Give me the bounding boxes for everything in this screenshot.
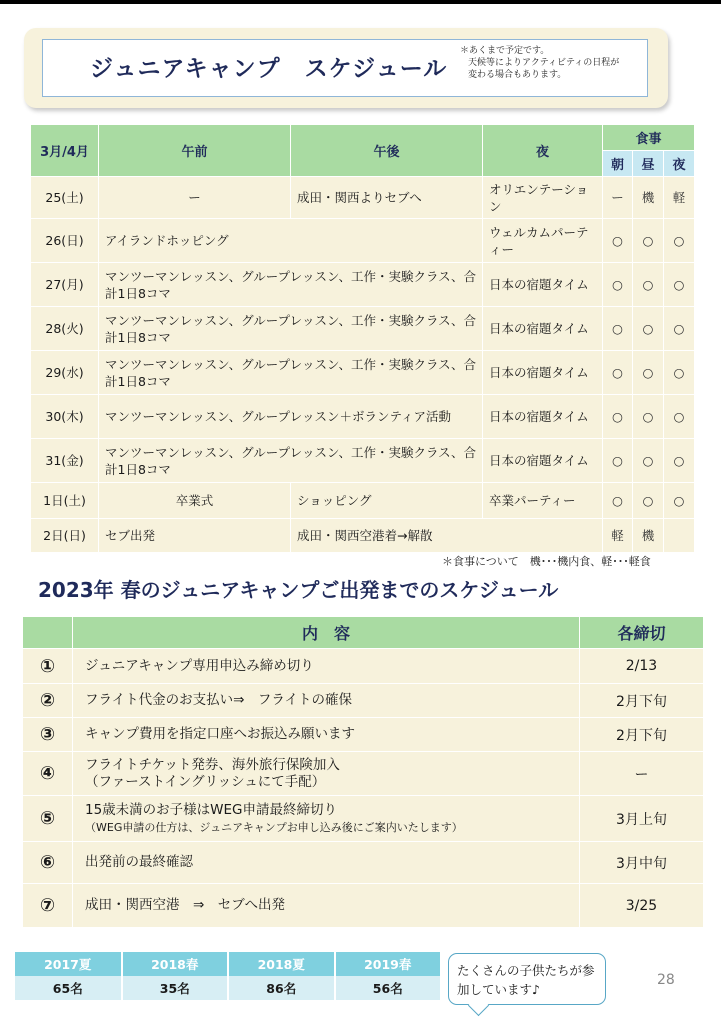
- table-row: ③ キャンプ費用を指定口座へお振込み願います 2月下旬: [23, 718, 704, 752]
- header-night: 夜: [483, 125, 603, 177]
- header-breakfast: 朝: [603, 151, 633, 177]
- stat-count: 35名: [122, 976, 229, 1000]
- pre-departure-table: [22, 616, 704, 928]
- header-meals: 食事: [603, 125, 695, 151]
- stat-count: 86名: [228, 976, 335, 1000]
- stat-count: 65名: [15, 976, 122, 1000]
- page-title: ジュニアキャンプ スケジュール: [90, 56, 448, 82]
- table-row: ⑥ 出発前の最終確認 3月中旬: [23, 842, 704, 884]
- table-row: 28(火) マンツーマンレッスン、グループレッスン、工作・実験クラス、合計1日8コマ 日本の宿題タイム ○ ○ ○: [31, 307, 695, 351]
- stat-year: 2019春: [335, 952, 442, 976]
- meal-legend-note: ＊食事について 機･･･機内食、軽･･･軽食: [442, 555, 651, 568]
- stat-year: 2018春: [122, 952, 229, 976]
- header-pm: 午後: [291, 125, 483, 177]
- header-number: [23, 617, 73, 649]
- participation-stats: [15, 952, 442, 1000]
- table-row: 29(水) マンツーマンレッスン、グループレッスン、工作・実験クラス、合計1日8コマ 日本の宿題タイム ○ ○ ○: [31, 351, 695, 395]
- table-row: 27(月) マンツーマンレッスン、グループレッスン、工作・実験クラス、合計1日8コマ 日本の宿題タイム ○ ○ ○: [31, 263, 695, 307]
- table-row: ⑦ 成田・関西空港 ⇒ セブへ出発 3/25: [23, 884, 704, 928]
- table-row: ⑤ 15歳未満のお子様はWEG申請最終締切り （WEG申請の仕方は、ジュニアキャンプお申し込み後にご案内いたします） 3月上旬: [23, 796, 704, 842]
- table-row: 25(土) ー 成田・関西よりセブへ オリエンテーション ー 機 軽: [31, 177, 695, 219]
- table-row: 31(金) マンツーマンレッスン、グループレッスン、工作・実験クラス、合計1日8コマ 日本の宿題タイム ○ ○ ○: [31, 439, 695, 483]
- page-number: 28: [657, 972, 675, 988]
- speech-bubble: たくさんの子供たちが参 加しています♪: [448, 953, 606, 1005]
- header-lunch: 昼: [633, 151, 664, 177]
- stat-year: 2017夏: [15, 952, 122, 976]
- top-border: [0, 0, 721, 4]
- header-date: 3月/4月: [31, 125, 99, 177]
- stat-year: 2018夏: [228, 952, 335, 976]
- table-row: 26(日) アイランドホッピング ウェルカムパーティー ○ ○ ○: [31, 219, 695, 263]
- table-row: 2日(日) セブ出発 成田・関西空港着→解散 軽 機: [31, 519, 695, 553]
- camp-schedule-table: [30, 124, 695, 553]
- table-row: 1日(土) 卒業式 ショッピング 卒業パーティー ○ ○ ○: [31, 483, 695, 519]
- stat-count: 56名: [335, 976, 442, 1000]
- section-heading: 2023年 春のジュニアキャンプご出発までのスケジュール: [38, 578, 559, 602]
- table-row: 30(木) マンツーマンレッスン、グループレッスン＋ボランティア活動 日本の宿題タイム ○ ○ ○: [31, 395, 695, 439]
- table-row: ① ジュニアキャンプ専用申込み締め切り 2/13: [23, 649, 704, 684]
- title-note: ＊あくまで予定です。 天候等によりアクティビティの日程が 変わる場合もあります。: [460, 46, 620, 80]
- header-dinner: 夜: [664, 151, 695, 177]
- table-row: ④ フライトチケット発券、海外旅行保険加入 （ファーストイングリッシュにて手配） ー: [23, 752, 704, 796]
- header-content: 内 容: [73, 617, 580, 649]
- header-deadline: 各締切: [580, 617, 704, 649]
- table-row: ② フライト代金のお支払い⇒ フライトの確保 2月下旬: [23, 684, 704, 718]
- header-am: 午前: [99, 125, 291, 177]
